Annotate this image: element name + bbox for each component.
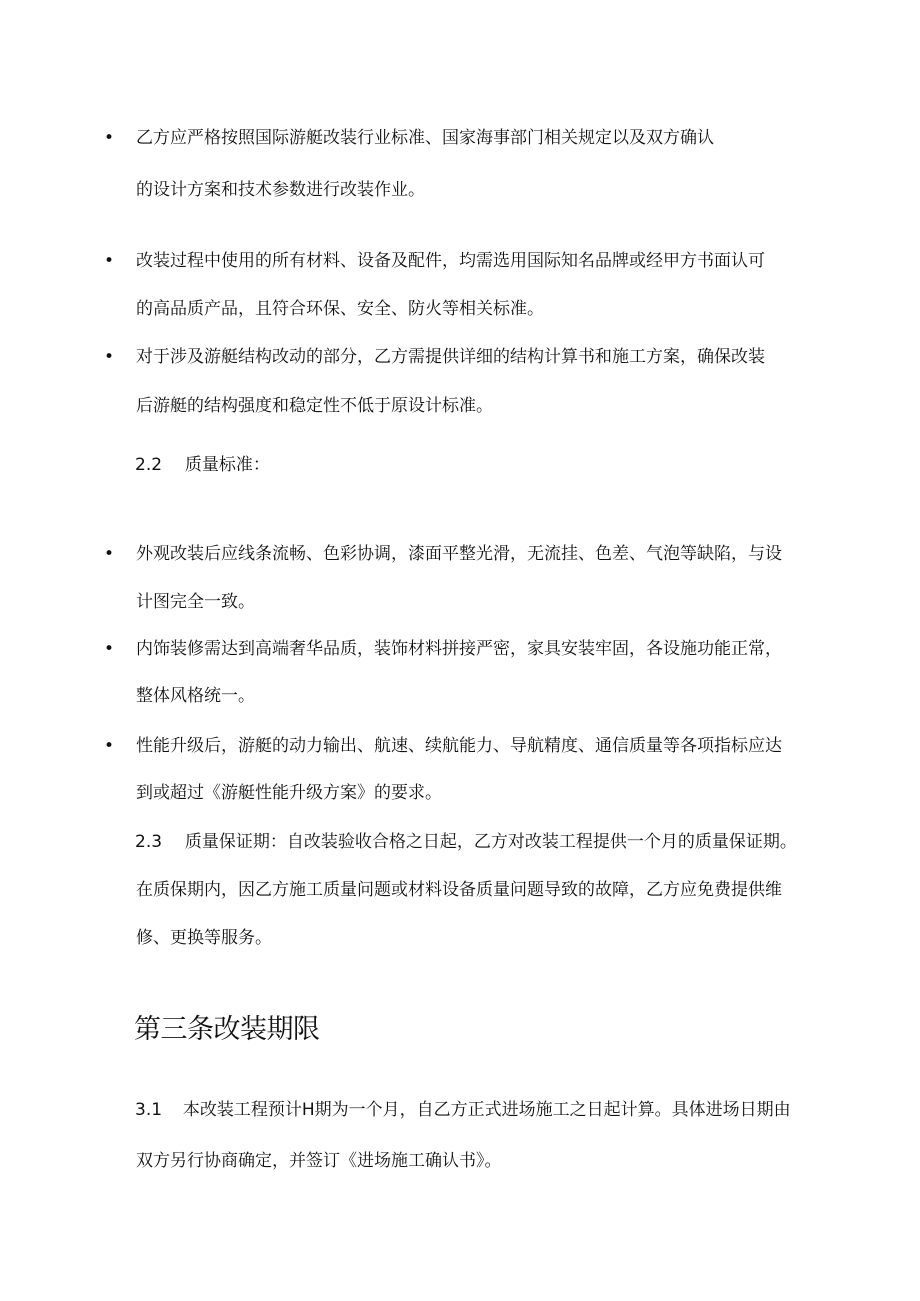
section-heading: 第三条改装期限 xyxy=(134,1014,320,1045)
bullet-marker: • xyxy=(104,128,115,148)
clause-3-1-line-2: 双方另行协商确定，并签订《进场施工确认书》。 xyxy=(136,1151,502,1171)
req-bullet-3-line-2: 后游艇的结构强度和稳定性不低于原设计标准。 xyxy=(136,396,493,416)
clause-number: 3.1 xyxy=(135,1100,163,1120)
clause-2-2 xyxy=(135,453,270,477)
clause-title: 质量标准： xyxy=(184,455,270,475)
clause-number: 2.3 xyxy=(135,832,163,852)
quality-bullet-3-line-2: 到或超过《游艇性能升级方案》的要求。 xyxy=(136,783,442,803)
quality-bullet-1-line-1: 外观改装后应线条流畅、色彩协调，漆面平整光滑，无流挂、色差、气泡等缺陷，与设 xyxy=(136,544,782,564)
quality-bullet-1-line-2: 计图完全一致。 xyxy=(136,592,255,612)
clause-text: 质量保证期：自改装验收合格之日起，乙方对改装工程提供一个月的质量保证期。 xyxy=(184,832,797,852)
req-bullet-1-line-2: 的设计方案和技术参数进行改装作业。 xyxy=(136,180,425,200)
req-bullet-1-line-1: 乙方应严格按照国际游艇改装行业标准、国家海事部门相关规定以及双方确认 xyxy=(136,128,714,148)
req-bullet-2-line-2: 的高品质产品，且符合环保、安全、防火等相关标准。 xyxy=(136,299,544,319)
bullet-marker: • xyxy=(104,251,115,271)
clause-3-1-line-1 xyxy=(135,1098,791,1122)
quality-bullet-2-line-1: 内饰装修需达到高端奢华品质，装饰材料拼接严密，家具安装牢固，各设施功能正常， xyxy=(136,639,782,659)
clause-number: 2.2 xyxy=(135,455,163,475)
bullet-marker: • xyxy=(104,544,115,564)
clause-text: 本改装工程预计H期为一个月，自乙方正式进场施工之日起计算。具体进场日期由 xyxy=(182,1100,791,1120)
bullet-marker: • xyxy=(104,639,115,659)
quality-bullet-3-line-1: 性能升级后，游艇的动力输出、航速、续航能力、导航精度、通信质量等各项指标应达 xyxy=(136,736,782,756)
quality-bullet-2-line-2: 整体风格统一。 xyxy=(136,686,255,706)
clause-2-3-line-2: 在质保期内，因乙方施工质量问题或材料设备质量问题导致的故障，乙方应免费提供维 xyxy=(136,880,782,900)
clause-2-3-line-3: 修、更换等服务。 xyxy=(136,928,272,948)
bullet-marker: • xyxy=(104,347,115,367)
clause-2-3-line-1 xyxy=(135,830,797,854)
bullet-marker: • xyxy=(104,736,115,756)
req-bullet-2-line-1: 改装过程中使用的所有材料、设备及配件，均需选用国际知名品牌或经甲方书面认可 xyxy=(136,251,765,271)
req-bullet-3-line-1: 对于涉及游艇结构改动的部分，乙方需提供详细的结构计算书和施工方案，确保改装 xyxy=(136,347,765,367)
